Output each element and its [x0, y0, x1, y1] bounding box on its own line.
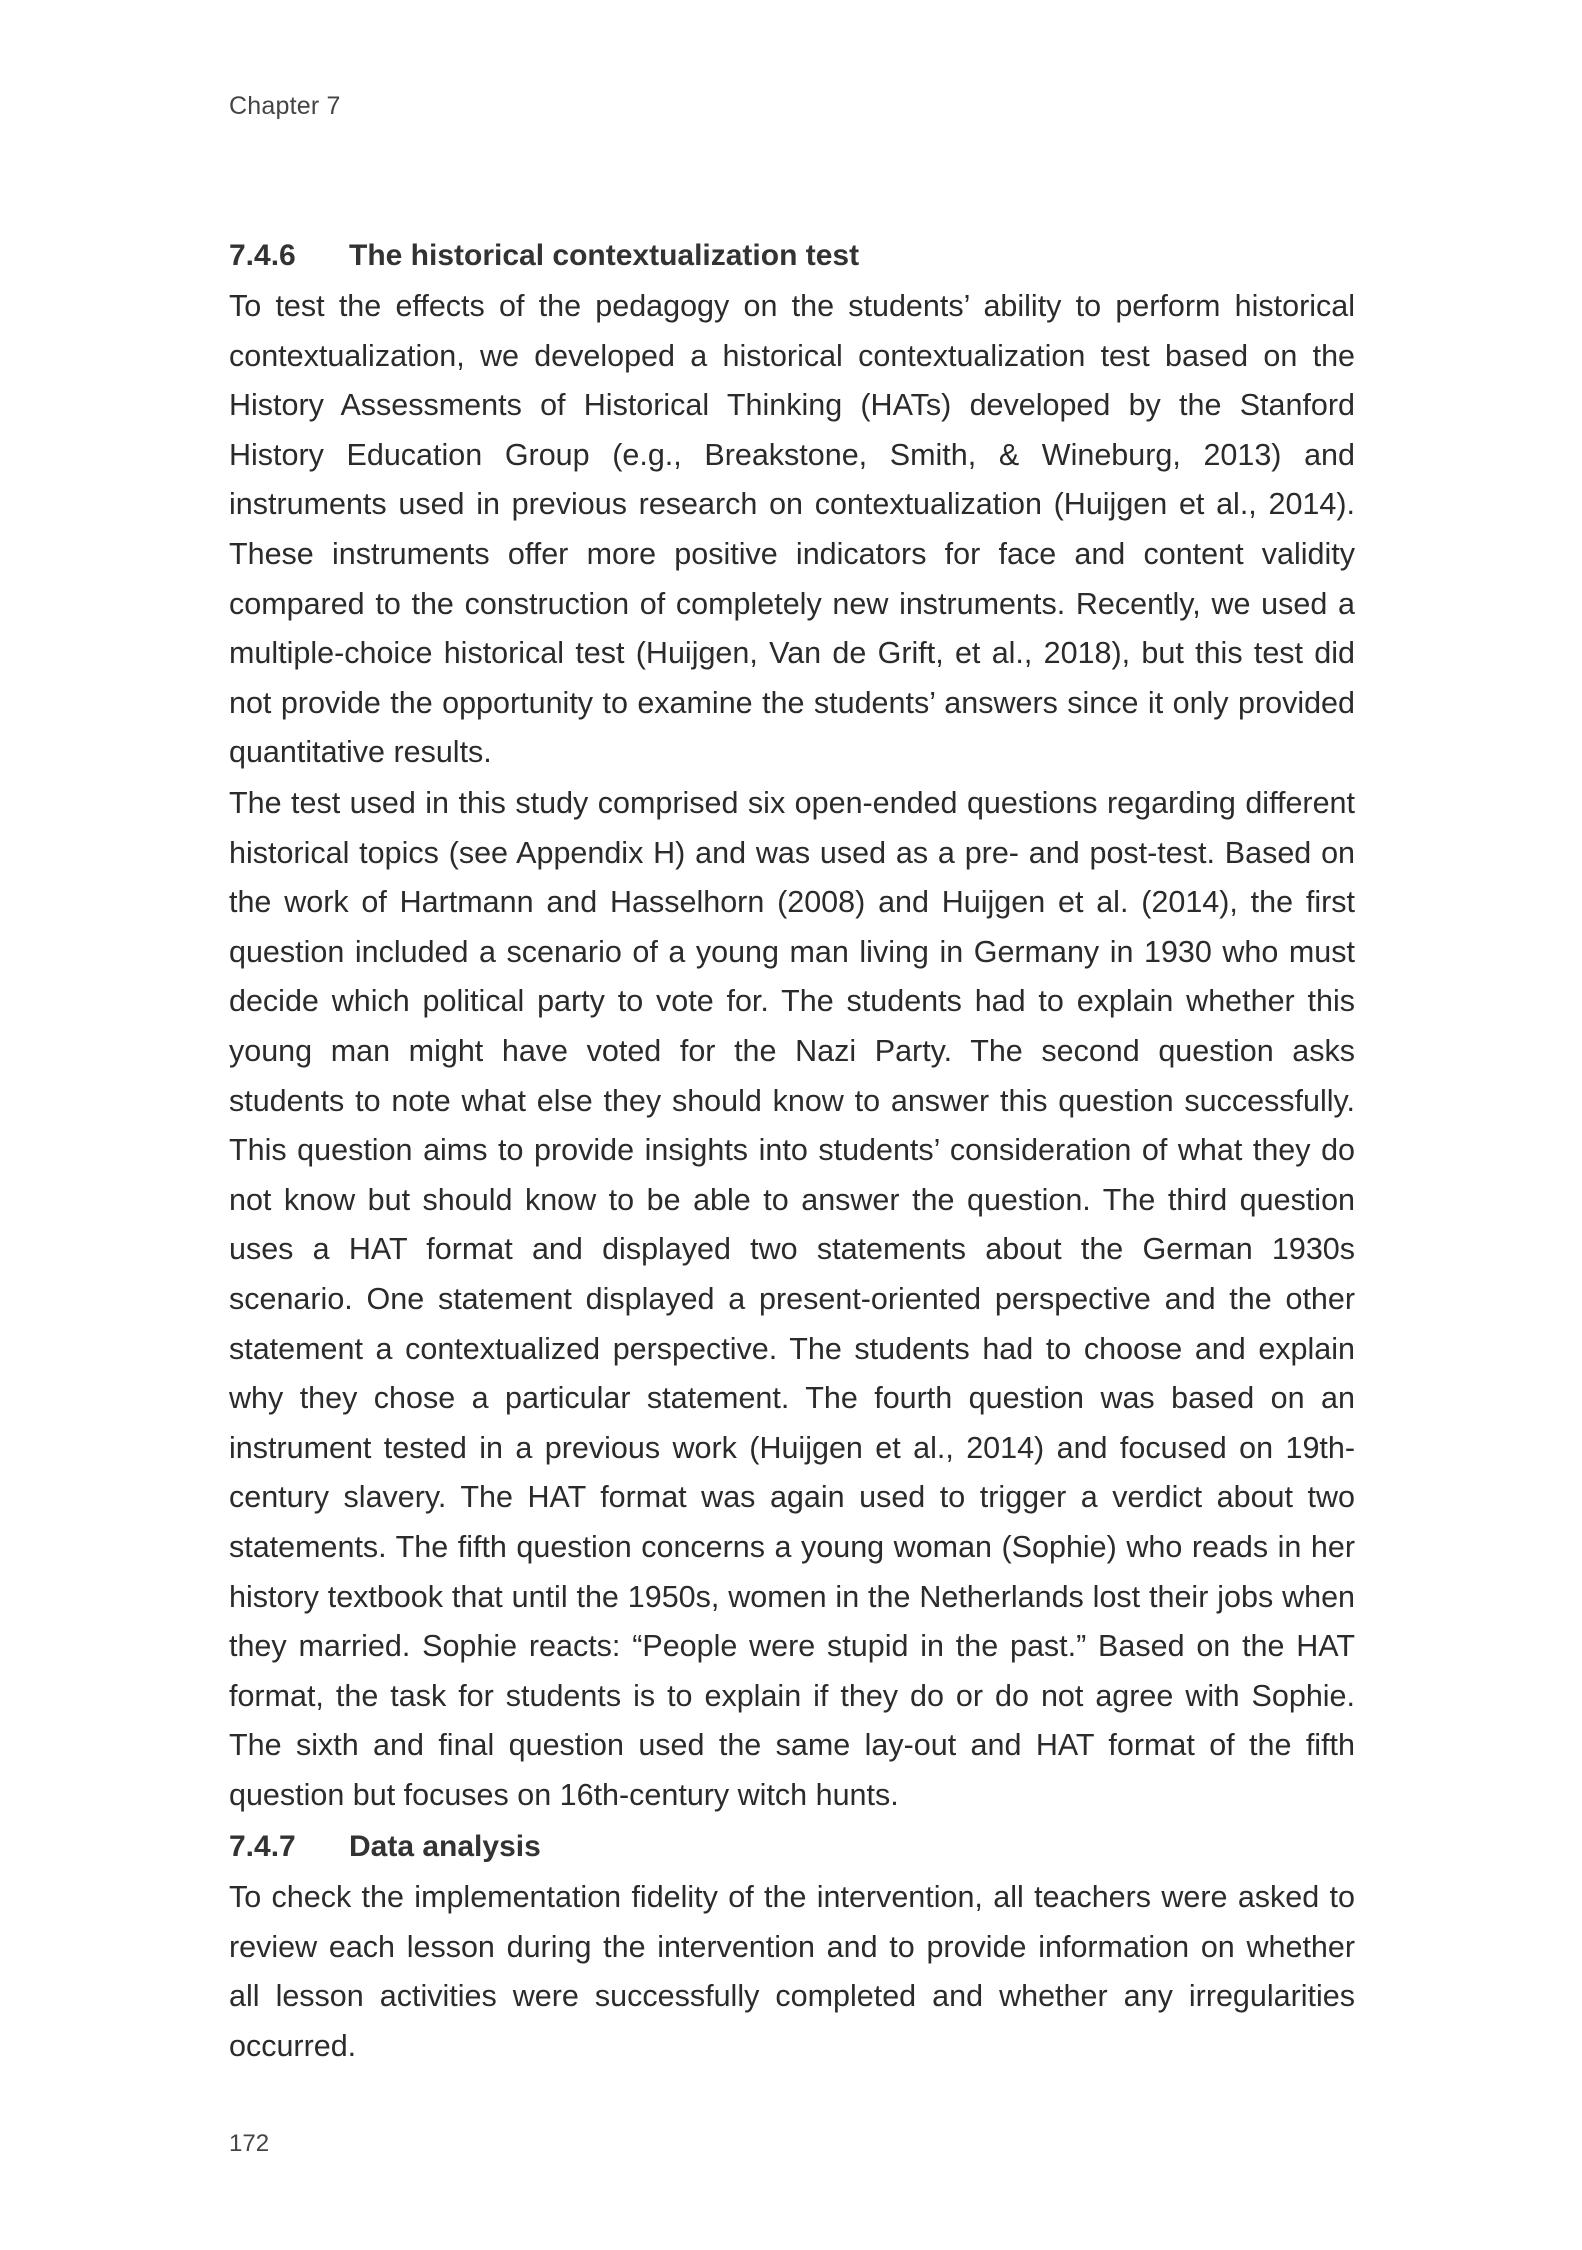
section-title: Data analysis	[349, 1830, 541, 1863]
section-number: 7.4.7	[229, 1830, 296, 1863]
paragraph: The test used in this study comprised six open-ended questions regarding different historical topics (see Appendix H) and was used as a pre- and post-test. Based on the work of Hartmann and Hasselhorn (2008) and Huijgen et al. (2014), the first question included a scenario of a young man living in Germany in 1930 who must decide which political party to vote for. The students had to explain whether this young man might have voted for the Nazi Party. The second question asks students to note what else they should know to answer this question successfully. This question aims to provide insights into students’ consideration of what they do not know but should know to be able to answer the question. The third question uses a HAT format and displayed two statements about the German 1930s scenario. One statement displayed a present-oriented perspective and the other statement a contextualized perspective. The students had to choose and explain why they chose a particular statement. The fourth question was based on an instrument tested in a previous work (Huijgen et al., 2014) and focused on 19th-century slavery. The HAT format was again used to trigger a verdict about two statements. The fifth question concerns a young woman (Sophie) who reads in her history textbook that until the 1950s, women in the Netherlands lost their jobs when they married. Sophie reacts: “People were stupid in the past.” Based on the HAT format, the task for students is to explain if they do or do not agree with Sophie. The sixth and final question used the same lay-out and HAT format of the fifth question but focuses on 16th-century witch hunts.	[229, 786, 1355, 1812]
section-title: The historical contextualization test	[349, 239, 860, 272]
section-number: 7.4.6	[229, 239, 296, 272]
paragraph: To test the effects of the pedagogy on the students’ ability to perform historical contextualization, we developed a historical contextualization test based on the History Assessments of Historical Thinking (HATs) developed by the Stanford History Education Group (e.g., Breakstone, Smith, & Wineburg, 2013) and instruments used in previous research on contextualization (Huijgen et al., 2014). These instruments offer more positive indicators for face and content validity compared to the construction of completely new instruments. Recently, we used a multiple-choice historical test (Huijgen, Van de Grift, et al., 2018), but this test did not provide the opportunity to examine the students’ answers since it only provided quantitative results.	[229, 289, 1355, 770]
section-heading-7-4-6	[229, 231, 1355, 281]
running-head: Chapter 7	[229, 92, 341, 120]
section-heading-7-4-7	[229, 1822, 1355, 1872]
page-number: 172	[229, 2130, 270, 2157]
paragraph: To check the implementation fidelity of the intervention, all teachers were asked to review each lesson during the intervention and to provide information on whether all lesson activities were successfully completed and whether any irregularities occurred.	[229, 1880, 1355, 2063]
